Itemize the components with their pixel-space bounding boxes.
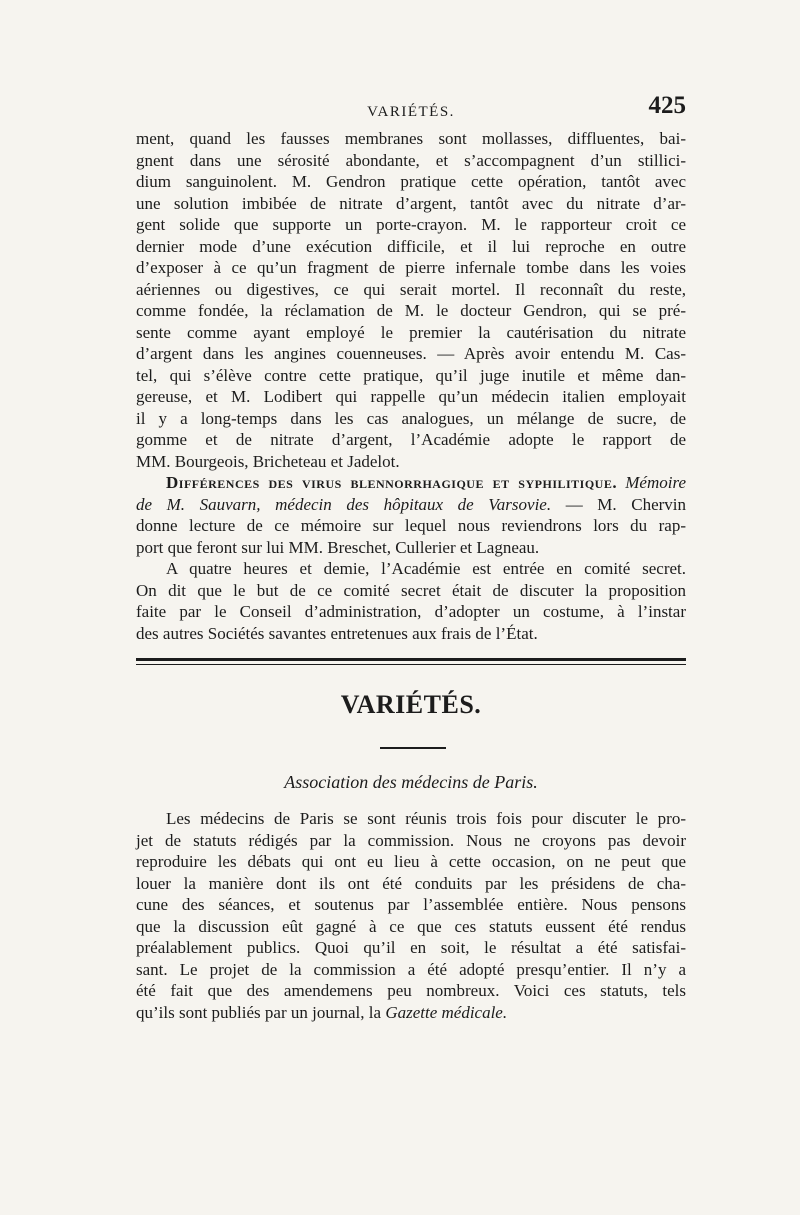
paragraph-gendron-report	[136, 128, 686, 472]
text-line: préalablement publics. Quoi qu’il en soit, le résultat a été satisfai-	[136, 938, 686, 957]
text-line: gomme et de nitrate d’argent, l’Académie adopte le rapport de	[136, 430, 686, 449]
text-line: sente comme ayant employé le premier la cautérisation du nitrate	[136, 322, 686, 342]
text-line: été fait que des amendemens peu nombreux. Voici ces statuts, tels	[136, 981, 686, 1000]
text-line: aériennes ou digestives, ce qui serait mortel. Il reconnaît du reste,	[136, 279, 686, 299]
text-line: comme fondée, la réclamation de M. le docteur Gendron, qui se pré-	[136, 301, 686, 320]
text-line: il y a long-temps dans les cas analogues, un mélange de sucre, de	[136, 408, 686, 428]
divider-thick-rule	[136, 658, 686, 661]
text-line: tel, qui s’élève contre cette pratique, qu’il juge inutile et même dan-	[136, 365, 686, 385]
paragraph-association	[136, 808, 686, 1023]
text-run: qu’ils sont publiés par un journal, la	[136, 1002, 382, 1022]
text-line: cune des séances, et soutenus par l’assemblée entière. Nous pensons	[136, 895, 686, 914]
page-number: 425	[648, 92, 686, 119]
text-line: A quatre heures et demie, l’Académie est entrée en comité secret.	[166, 559, 686, 578]
page-header	[136, 92, 686, 124]
text-line: sant. Le projet de la commission a été adopté presqu’entier. Il n’y a	[136, 959, 686, 979]
text-line: d’argent dans les angines couenneuses. — Après avoir entendu M. Cas-	[136, 344, 686, 363]
text-line: gnent dans une sérosité abondante, et s’accompagnent d’un stillici-	[136, 150, 686, 170]
text-line	[136, 1002, 686, 1024]
text-line: des autres Sociétés savantes entretenues aux frais de l’État.	[136, 623, 538, 643]
text-line: gent solide que supporte un porte-crayon. M. le rapporteur croit ce	[136, 215, 686, 234]
text-line: reproduire les débats qui ont eu lieu à cette occasion, on ne peut que	[136, 852, 686, 871]
italic-text: de M. Sauvarn, médecin des hôpitaux de Varsovie.	[136, 494, 552, 514]
divider-thin-rule	[136, 664, 686, 665]
text-line: Les médecins de Paris se sont réunis trois fois pour discuter le pro-	[166, 809, 686, 828]
text-line: faite par le Conseil d’administration, d’adopter un costume, à l’instar	[136, 602, 686, 621]
text-run: — M. Chervin	[565, 494, 687, 514]
paragraph-virus-differences	[136, 472, 686, 558]
section-subtitle: Association des médecins de Paris.	[284, 772, 538, 792]
section-divider	[136, 658, 686, 668]
italic-text: Mémoire	[625, 473, 687, 492]
text-line: gereuse, et M. Lodibert qui rappelle qu’un médecin italien employait	[136, 387, 686, 406]
italic-text: Gazette médicale.	[385, 1002, 508, 1022]
text-line: On dit que le but de ce comité secret était de discuter la proposition	[136, 580, 686, 600]
section-heading-inline: Différences des virus blennorrhagique et syphilitique.	[166, 473, 618, 492]
title-underline-rule	[380, 747, 446, 749]
text-line: port que feront sur lui MM. Breschet, Cullerier et Lagneau.	[136, 537, 540, 557]
section-title: VARIÉTÉS.	[340, 690, 482, 719]
text-line: dernier mode d’une exécution difficile, et il lui reproche en outre	[136, 236, 686, 256]
text-line	[136, 472, 686, 494]
running-head: VARIÉTÉS.	[367, 104, 455, 120]
text-line: que la discussion eût gagné à ce que ces statuts eussent été rendus	[136, 916, 686, 936]
text-line: d’exposer à ce qu’un fragment de pierre infernale tombe dans les voies	[136, 258, 686, 277]
paragraph-comite-secret	[136, 558, 686, 644]
text-line: jet de statuts rédigés par la commission. Nous ne croyons pas devoir	[136, 830, 686, 850]
text-line: dium sanguinolent. M. Gendron pratique cette opération, tantôt avec	[136, 172, 686, 191]
text-line: ment, quand les fausses membranes sont mollasses, diffluentes, bai-	[136, 129, 686, 148]
text-line	[136, 494, 686, 516]
text-line: MM. Bourgeois, Bricheteau et Jadelot.	[136, 451, 400, 471]
text-line: louer la manière dont ils ont été conduits par les présidens de cha-	[136, 873, 686, 893]
text-line: donne lecture de ce mémoire sur lequel nous reviendrons lors du rap-	[136, 516, 686, 535]
text-line: une solution imbibée de nitrate d’argent, tantôt avec du nitrate d’ar-	[136, 193, 686, 213]
